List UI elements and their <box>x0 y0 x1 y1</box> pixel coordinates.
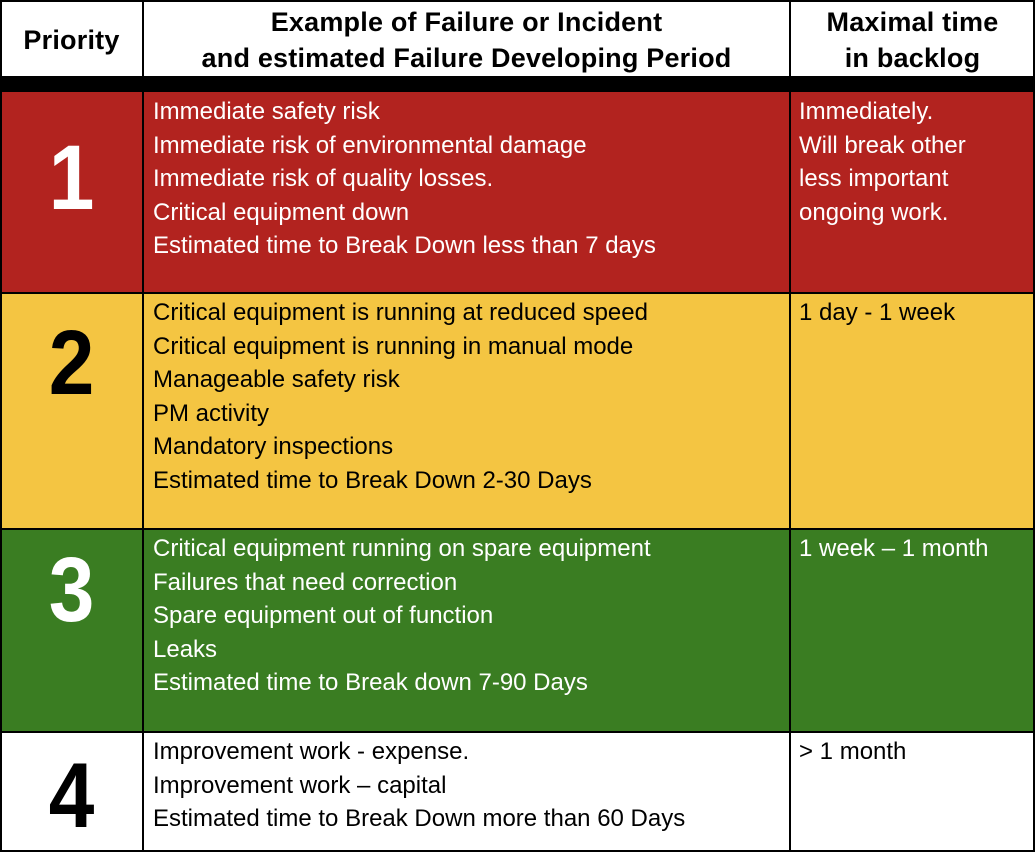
failure-example: Critical equipment running on spare equipment <box>153 535 651 562</box>
backlog-time-line: Will break other <box>799 131 966 159</box>
priority-number: 3 <box>48 539 95 642</box>
backlog-time-line: ongoing work. <box>799 198 949 226</box>
failure-example: Immediate risk of quality losses. <box>153 165 494 193</box>
priority-number: 2 <box>48 312 95 415</box>
backlog-time <box>799 532 1031 566</box>
backlog-time <box>799 296 1031 330</box>
failure-example: PM activity <box>153 399 270 427</box>
failure-example: Mandatory inspections <box>153 433 394 461</box>
priority-number: 1 <box>48 127 95 230</box>
failure-examples <box>153 95 783 263</box>
failure-examples <box>153 532 783 700</box>
header-time-line-1: Maximal time <box>826 7 999 37</box>
column-divider <box>789 0 791 852</box>
header-priority <box>0 0 143 80</box>
backlog-time-line: > 1 month <box>799 738 907 765</box>
header-time <box>790 0 1035 80</box>
failure-example: Leaks <box>153 635 218 663</box>
header-example-line-2: and estimated Failure Developing Period <box>201 43 732 73</box>
failure-example: Failures that need correction <box>153 568 458 596</box>
priority-row-3 <box>0 529 1035 732</box>
backlog-time-line: 1 day - 1 week <box>799 299 956 326</box>
backlog-time <box>799 95 1031 229</box>
failure-example: Estimated time to Break down 7-90 Days <box>153 669 588 697</box>
backlog-time <box>799 735 1031 769</box>
failure-example: Manageable safety risk <box>153 366 400 394</box>
failure-examples <box>153 735 783 836</box>
table-border-top <box>0 0 1035 2</box>
backlog-time-line: 1 week – 1 month <box>799 535 989 562</box>
failure-example: Immediate safety risk <box>153 98 380 125</box>
failure-example: Immediate risk of environmental damage <box>153 131 587 159</box>
header-example-line-1: Example of Failure or Incident <box>270 7 663 37</box>
priority-row-1 <box>0 92 1035 293</box>
table-header <box>0 0 1035 80</box>
table-border-left <box>0 0 2 852</box>
priority-number: 4 <box>48 745 95 848</box>
priority-row-2 <box>0 293 1035 529</box>
priority-row-4 <box>0 732 1035 852</box>
backlog-time-line: less important <box>799 165 949 193</box>
header-example <box>143 0 790 80</box>
failure-example: Critical equipment is running at reduced speed <box>153 299 648 326</box>
row-divider <box>0 731 1035 733</box>
row-divider <box>0 528 1035 530</box>
column-divider <box>142 0 144 852</box>
failure-example: Improvement work - expense. <box>153 738 470 765</box>
failure-example: Estimated time to Break Down more than 60 Days <box>153 805 686 833</box>
row-divider <box>0 292 1035 294</box>
failure-example: Critical equipment is running in manual mode <box>153 332 634 360</box>
failure-example: Spare equipment out of function <box>153 602 494 630</box>
header-time-line-2: in backlog <box>844 43 981 73</box>
failure-example: Estimated time to Break Down less than 7 days <box>153 232 656 260</box>
backlog-time-line: Immediately. <box>799 98 934 125</box>
header-divider <box>0 76 1035 92</box>
header-priority-label: Priority <box>23 25 120 55</box>
failure-example: Critical equipment down <box>153 198 410 226</box>
failure-example: Improvement work – capital <box>153 771 447 799</box>
failure-example: Estimated time to Break Down 2-30 Days <box>153 466 592 494</box>
failure-examples <box>153 296 783 498</box>
